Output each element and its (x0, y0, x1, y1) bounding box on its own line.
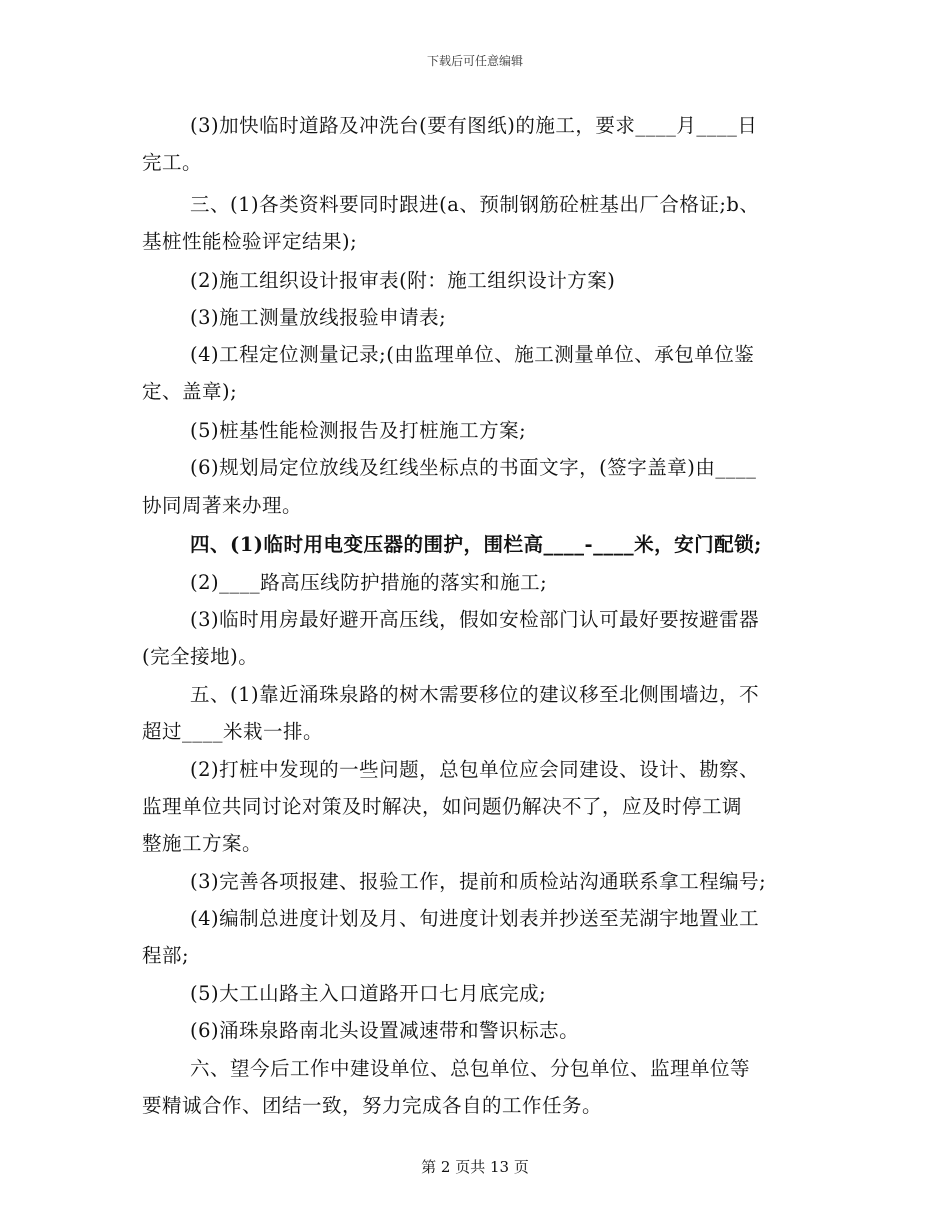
text-line: (2)打桩中发现的一些问题，总包单位应会同建设、设计、勘察、 (190, 758, 760, 781)
text-line: 基桩性能检验评定结果); (142, 230, 358, 253)
text-line: 超过____米栽一排。 (142, 720, 324, 743)
text-line: (4)工程定位测量记录;(由监理单位、施工测量单位、承包单位鉴 (190, 343, 755, 366)
text-line: 完工。 (142, 151, 203, 174)
text-line: (6)规划局定位放线及红线坐标点的书面文字，(签字盖章)由____ (190, 456, 757, 479)
text-line: 协同周著来办理。 (142, 494, 303, 517)
text-line: 六、望今后工作中建设单位、总包单位、分包单位、监理单位等 (190, 1057, 751, 1080)
text-line: 定、盖章); (142, 380, 238, 403)
text-line: (5)桩基性能检测报告及打桩施工方案; (190, 419, 527, 442)
text-line: (4)编制总进度计划及月、旬进度计划表并抄送至芜湖宇地置业工 (190, 907, 760, 930)
text-line: 五、(1)靠近涌珠泉路的树木需要移位的建议移至北侧围墙边，不 (190, 683, 760, 706)
text-line: (3)临时用房最好避开高压线，假如安检部门认可最好要按避雷器 (190, 608, 760, 631)
text-line: (3)施工测量放线报验申请表; (190, 306, 447, 329)
text-line-bold: 四、(1)临时用电变压器的围护，围栏高____-____米，安门配锁; (190, 533, 762, 556)
text-line: (3)完善各项报建、报验工作，提前和质检站沟通联系拿工程编号; (190, 870, 767, 893)
text-line: (2)施工组织设计报审表(附：施工组织设计方案) (190, 269, 616, 292)
text-line: (3)加快临时道路及冲洗台(要有图纸)的施工，要求____月____日 (190, 114, 758, 137)
text-line: 整施工方案。 (142, 832, 263, 855)
text-line: 程部; (142, 944, 190, 967)
text-line: 监理单位共同讨论对策及时解决，如问题仍解决不了，应及时停工调 (142, 795, 743, 818)
page-footer: 第 2 页共 13 页 (421, 1158, 529, 1176)
page-header: 下载后可任意编辑 (426, 54, 523, 68)
text-line: 三、(1)各类资料要同时跟进(a、预制钢筋砼桩基出厂合格证;b、 (190, 193, 760, 216)
text-line: (2)____路高压线防护措施的落实和施工; (190, 571, 548, 594)
text-line: (6)涌珠泉路南北头设置减速带和警识标志。 (190, 1019, 580, 1042)
text-line: 要精诚合作、团结一致，努力完成各自的工作任务。 (142, 1094, 603, 1117)
text-line: (完全接地)。 (142, 645, 259, 668)
text-line: (5)大工山路主入口道路开口七月底完成; (190, 982, 547, 1005)
